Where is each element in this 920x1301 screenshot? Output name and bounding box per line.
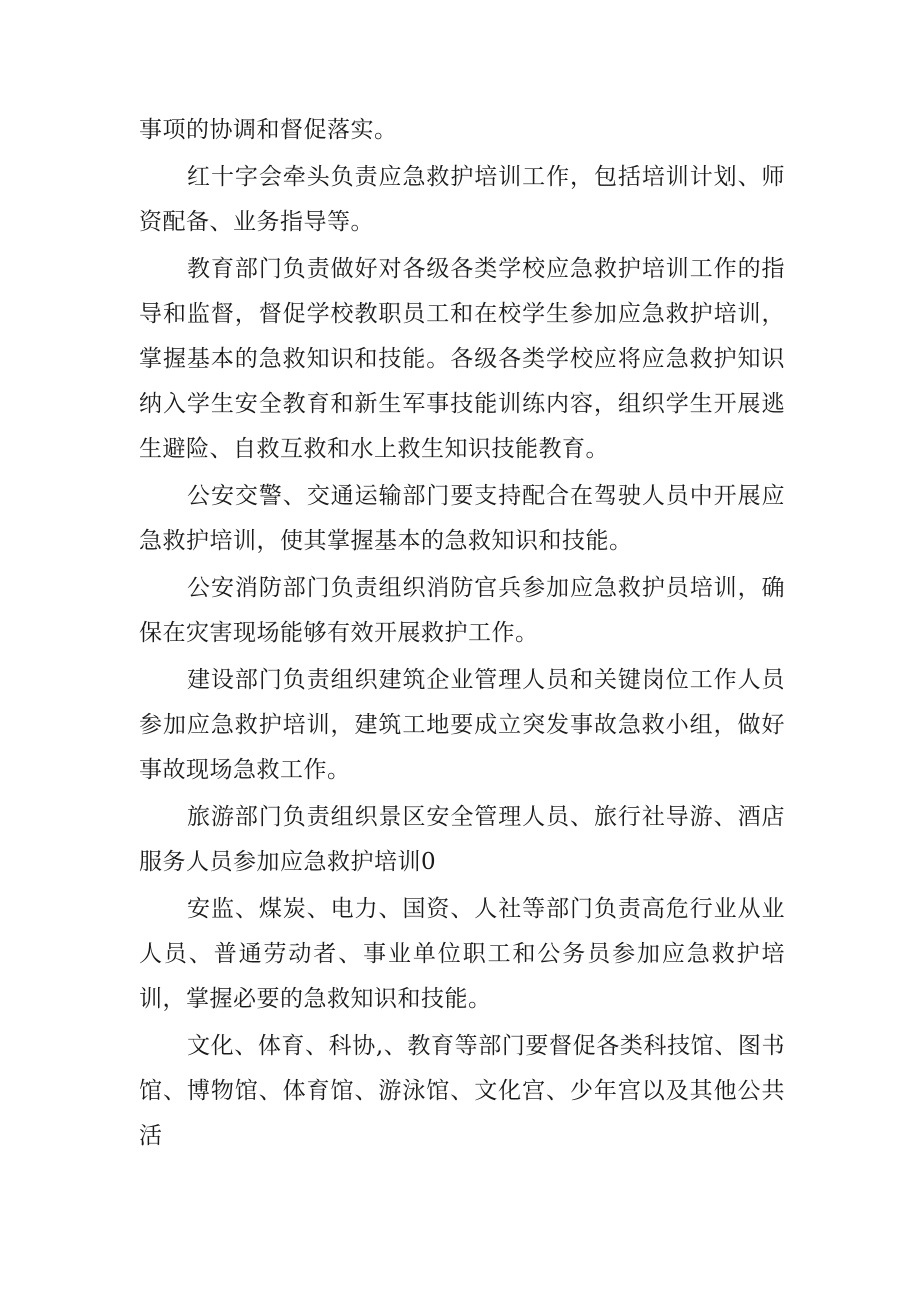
document-body — [139, 108, 785, 1161]
paragraph-7: 旅游部门负责组织景区安全管理人员、旅行社导游、酒店服务人员参加应急救护培训0 — [139, 804, 785, 875]
paragraph-5: 公安消防部门负责组织消防官兵参加应急救护员培训，确保在灾害现场能够有效开展救护工作。 — [139, 575, 785, 646]
paragraph-1: 事项的协调和督促落实。 — [139, 117, 398, 143]
paragraph-4: 公安交警、交通运输部门要支持配合在驾驶人员中开展应急救护培训，使其掌握基本的急救知识和技能。 — [139, 483, 785, 554]
paragraph-9: 文化、体育、科协,、教育等部门要督促各类科技馆、图书馆、博物馆、体育馆、游泳馆、文化宫、少年宫以及其他公共活 — [139, 1033, 785, 1149]
paragraph-6: 建设部门负责组织建筑企业管理人员和关键岗位工作人员参加应急救护培训，建筑工地要成立突发事故急救小组，做好事故现场急救工作。 — [139, 667, 785, 783]
paragraph-8: 安监、煤炭、电力、国资、人社等部门负责高危行业从业人员、普通劳动者、事业单位职工和公务员参加应急救护培训，掌握必要的急救知识和技能。 — [139, 896, 785, 1012]
paragraph-2: 红十字会牵头负责应急救护培训工作，包括培训计划、师资配备、业务指导等。 — [139, 164, 785, 235]
paragraph-3: 教育部门负责做好对各级各类学校应急救护培训工作的指导和监督，督促学校教职员工和在校学生参加应急救护培训，掌握基本的急救知识和技能。各级各类学校应将应急救护知识纳入学生安全教育和新生军事技能训练内容，组织学生开展逃生避险、自救互救和水上救生知识技能教育。 — [139, 256, 785, 462]
